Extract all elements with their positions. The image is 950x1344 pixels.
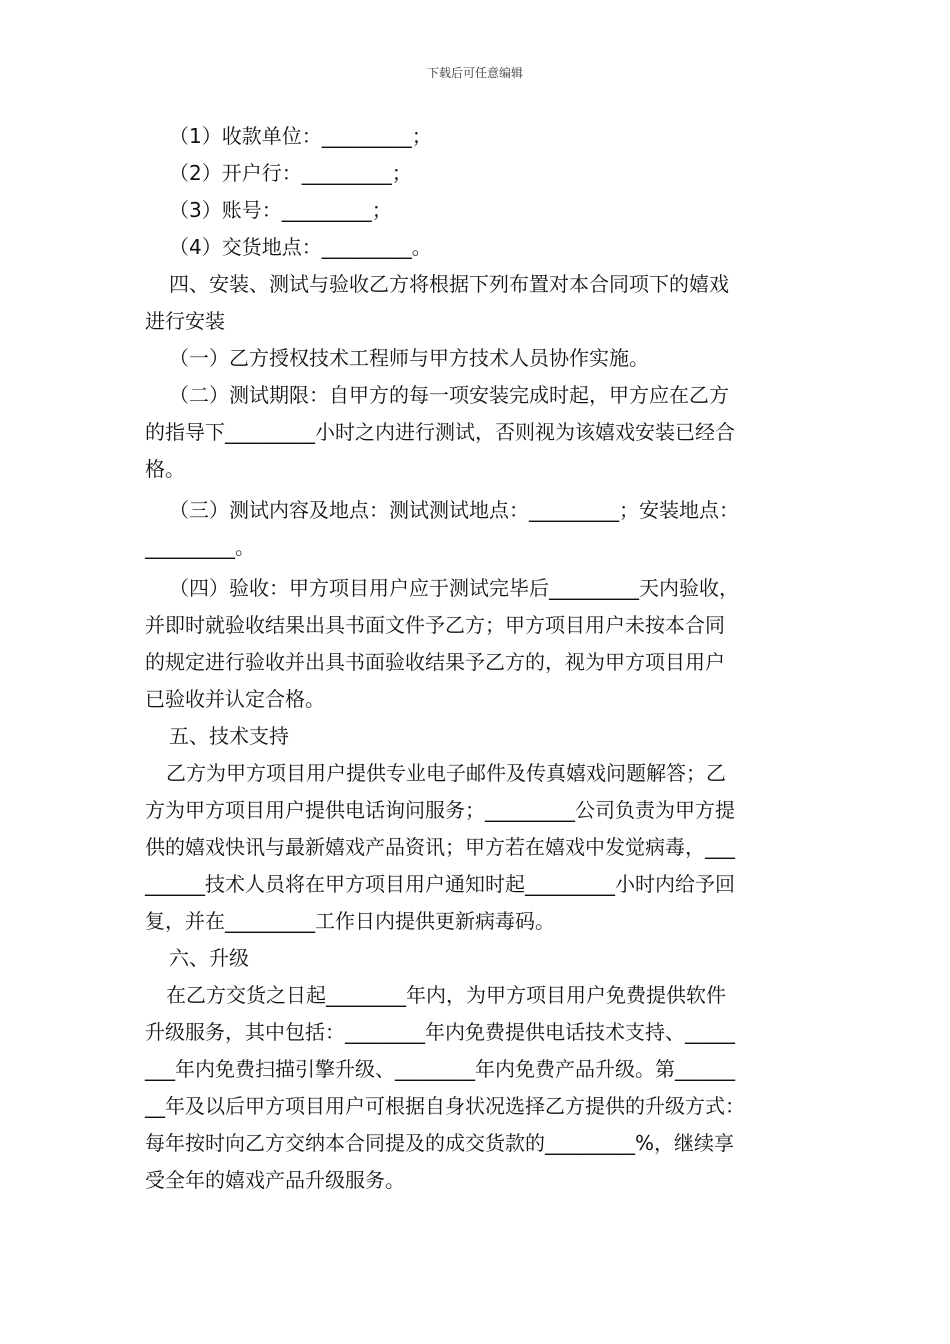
section-four-heading: 四、安装、测试与验收乙方将根据下列布置对本合同项下的嬉戏 xyxy=(169,272,729,296)
paragraph-line: 方为甲方项目用户提供电话询问服务；_________公司负责为甲方提 xyxy=(145,798,735,822)
payment-bank-line: （2）开户行：_________； xyxy=(169,161,412,185)
paragraph-line: 升级服务，其中包括：________年内免费提供电话技术支持、_____ xyxy=(145,1020,735,1044)
paragraph-line: 已验收并认定合格。 xyxy=(145,687,325,711)
paragraph-line: ___年内免费扫描引擎升级、________年内免费产品升级。第______ xyxy=(145,1057,735,1081)
paragraph-line: 每年按时向乙方交纳本合同提及的成交货款的_________%，继续享 xyxy=(145,1131,735,1155)
clause-three-line: （三）测试内容及地点：测试测试地点：_________；安装地点： xyxy=(169,498,739,522)
paragraph-line: 乙方为甲方项目用户提供专业电子邮件及传真嬉戏问题解答；乙 xyxy=(166,761,726,785)
section-six-heading: 六、升级 xyxy=(169,946,249,970)
clause-four-line: （四）验收：甲方项目用户应于测试完毕后_________天内验收， xyxy=(169,576,739,600)
paragraph-line: ______技术人员将在甲方项目用户通知时起_________小时内给予回 xyxy=(145,872,735,896)
paragraph-line: 格。 xyxy=(145,457,185,481)
paragraph-line: 并即时就验收结果出具书面文件予乙方；甲方项目用户未按本合同 xyxy=(145,613,725,637)
paragraph-line: 的规定进行验收并出具书面验收结果予乙方的，视为甲方项目用户 xyxy=(145,650,725,674)
clause-one-line: （一）乙方授权技术工程师与甲方技术人员协作实施。 xyxy=(169,346,649,370)
page-header: 下载后可任意编辑 xyxy=(426,66,523,80)
paragraph-line: 进行安装 xyxy=(145,309,225,333)
delivery-location-line: （4）交货地点：_________。 xyxy=(169,235,432,259)
paragraph-line: 的指导下_________小时之内进行测试，否则视为该嬉戏安装已经合 xyxy=(145,420,735,444)
paragraph-line: 供的嬉戏快讯与最新嬉戏产品资讯；甲方若在嬉戏中发觉病毒，___ xyxy=(145,835,735,859)
paragraph-line: 复，并在_________工作日内提供更新病毒码。 xyxy=(145,909,555,933)
payment-account-line: （3）账号：_________； xyxy=(169,198,392,222)
document-body xyxy=(145,118,813,1199)
paragraph-line: _________。 xyxy=(145,535,255,559)
section-five-heading: 五、技术支持 xyxy=(169,724,289,748)
paragraph-line: __年及以后甲方项目用户可根据自身状况选择乙方提供的升级方式： xyxy=(145,1094,745,1118)
paragraph-line: 受全年的嬉戏产品升级服务。 xyxy=(145,1168,405,1192)
paragraph-line: 在乙方交货之日起________年内，为甲方项目用户免费提供软件 xyxy=(166,983,726,1007)
payment-payee-line: （1）收款单位：_________； xyxy=(169,124,432,148)
clause-two-line: （二）测试期限：自甲方的每一项安装完成时起，甲方应在乙方 xyxy=(169,383,729,407)
